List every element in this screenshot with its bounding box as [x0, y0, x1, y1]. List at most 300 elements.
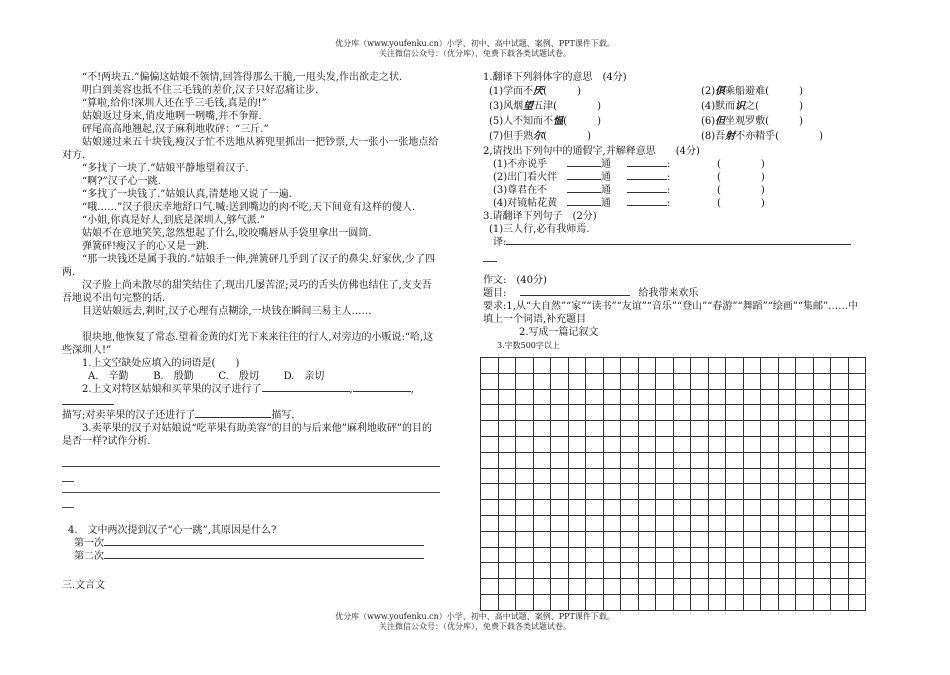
grid-cell[interactable]: [778, 436, 796, 452]
grid-cell[interactable]: [761, 389, 779, 405]
grid-cell[interactable]: [516, 389, 534, 405]
grid-cell[interactable]: [516, 563, 534, 579]
grid-cell[interactable]: [831, 373, 849, 389]
grid-cell[interactable]: [656, 373, 674, 389]
grid-cell[interactable]: [813, 515, 831, 531]
grid-cell[interactable]: [796, 531, 814, 547]
essay-topic-blank[interactable]: [520, 295, 630, 296]
grid-cell[interactable]: [796, 373, 814, 389]
grid-cell[interactable]: [796, 594, 814, 610]
grid-cell[interactable]: [831, 436, 849, 452]
answer-blank[interactable]: [506, 244, 851, 245]
grid-cell[interactable]: [761, 373, 779, 389]
grid-cell[interactable]: [743, 405, 761, 421]
grid-cell[interactable]: [831, 563, 849, 579]
grid-cell[interactable]: [673, 436, 691, 452]
grid-cell[interactable]: [673, 515, 691, 531]
grid-cell[interactable]: [673, 421, 691, 437]
grid-cell[interactable]: [778, 500, 796, 516]
grid-cell[interactable]: [778, 405, 796, 421]
grid-cell[interactable]: [673, 563, 691, 579]
grid-cell[interactable]: [726, 405, 744, 421]
grid-cell[interactable]: [568, 531, 586, 547]
grid-cell[interactable]: [813, 563, 831, 579]
grid-cell[interactable]: [848, 563, 866, 579]
grid-cell[interactable]: [603, 563, 621, 579]
grid-cell[interactable]: [743, 452, 761, 468]
grid-cell[interactable]: [481, 547, 499, 563]
grid-cell[interactable]: [498, 579, 516, 595]
grid-cell[interactable]: [621, 500, 639, 516]
grid-cell[interactable]: [533, 373, 551, 389]
grid-cell[interactable]: [621, 594, 639, 610]
grid-cell[interactable]: [621, 531, 639, 547]
grid-cell[interactable]: [568, 358, 586, 374]
grid-cell[interactable]: [761, 358, 779, 374]
grid-cell[interactable]: [778, 389, 796, 405]
grid-cell[interactable]: [586, 500, 604, 516]
grid-cell[interactable]: [708, 547, 726, 563]
grid-cell[interactable]: [848, 452, 866, 468]
grid-cell[interactable]: [761, 579, 779, 595]
grid-cell[interactable]: [586, 594, 604, 610]
grid-cell[interactable]: [586, 563, 604, 579]
grid-cell[interactable]: [726, 452, 744, 468]
grid-cell[interactable]: [621, 484, 639, 500]
grid-cell[interactable]: [796, 389, 814, 405]
grid-cell[interactable]: [673, 452, 691, 468]
grid-cell[interactable]: [638, 468, 656, 484]
grid-cell[interactable]: [621, 358, 639, 374]
grid-cell[interactable]: [796, 579, 814, 595]
grid-cell[interactable]: [743, 515, 761, 531]
grid-cell[interactable]: [656, 468, 674, 484]
grid-cell[interactable]: [848, 594, 866, 610]
grid-cell[interactable]: [726, 531, 744, 547]
answer-line[interactable]: [62, 484, 440, 493]
grid-cell[interactable]: [848, 500, 866, 516]
grid-cell[interactable]: [831, 594, 849, 610]
grid-cell[interactable]: [656, 389, 674, 405]
grid-cell[interactable]: [568, 389, 586, 405]
grid-cell[interactable]: [743, 500, 761, 516]
grid-cell[interactable]: [533, 563, 551, 579]
grid-cell[interactable]: [516, 531, 534, 547]
grid-cell[interactable]: [743, 531, 761, 547]
answer-line[interactable]: [62, 473, 74, 482]
grid-cell[interactable]: [691, 421, 709, 437]
grid-cell[interactable]: [831, 484, 849, 500]
grid-cell[interactable]: [638, 579, 656, 595]
grid-cell[interactable]: [813, 405, 831, 421]
grid-cell[interactable]: [726, 515, 744, 531]
grid-cell[interactable]: [673, 579, 691, 595]
grid-cell[interactable]: [586, 579, 604, 595]
grid-cell[interactable]: [726, 579, 744, 595]
grid-cell[interactable]: [796, 405, 814, 421]
grid-cell[interactable]: [638, 484, 656, 500]
option-d[interactable]: D. 亲切: [283, 371, 325, 382]
grid-cell[interactable]: [726, 468, 744, 484]
grid-cell[interactable]: [656, 421, 674, 437]
grid-cell[interactable]: [533, 436, 551, 452]
grid-cell[interactable]: [498, 405, 516, 421]
grid-cell[interactable]: [498, 389, 516, 405]
option-a[interactable]: A. 辛勤: [88, 371, 129, 382]
grid-cell[interactable]: [708, 436, 726, 452]
grid-cell[interactable]: [831, 500, 849, 516]
grid-cell[interactable]: [568, 436, 586, 452]
grid-cell[interactable]: [691, 484, 709, 500]
grid-cell[interactable]: [481, 405, 499, 421]
grid-cell[interactable]: [743, 358, 761, 374]
grid-cell[interactable]: [848, 405, 866, 421]
grid-cell[interactable]: [726, 389, 744, 405]
grid-cell[interactable]: [481, 500, 499, 516]
grid-cell[interactable]: [691, 358, 709, 374]
grid-cell[interactable]: [481, 358, 499, 374]
grid-cell[interactable]: [673, 531, 691, 547]
grid-cell[interactable]: [638, 452, 656, 468]
grid-cell[interactable]: [656, 484, 674, 500]
answer-line[interactable]: [62, 499, 74, 508]
grid-cell[interactable]: [656, 563, 674, 579]
grid-cell[interactable]: [656, 531, 674, 547]
grid-cell[interactable]: [516, 373, 534, 389]
grid-cell[interactable]: [586, 452, 604, 468]
grid-cell[interactable]: [656, 358, 674, 374]
answer-line[interactable]: [62, 458, 440, 467]
grid-cell[interactable]: [586, 389, 604, 405]
grid-cell[interactable]: [638, 594, 656, 610]
grid-cell[interactable]: [586, 436, 604, 452]
grid-cell[interactable]: [691, 500, 709, 516]
grid-cell[interactable]: [568, 594, 586, 610]
grid-cell[interactable]: [481, 531, 499, 547]
grid-cell[interactable]: [743, 373, 761, 389]
grid-cell[interactable]: [813, 421, 831, 437]
grid-cell[interactable]: [796, 500, 814, 516]
grid-cell[interactable]: [568, 500, 586, 516]
grid-cell[interactable]: [778, 484, 796, 500]
grid-cell[interactable]: [848, 358, 866, 374]
grid-cell[interactable]: [621, 405, 639, 421]
grid-cell[interactable]: [498, 484, 516, 500]
grid-cell[interactable]: [796, 358, 814, 374]
grid-cell[interactable]: [516, 405, 534, 421]
grid-cell[interactable]: [813, 579, 831, 595]
grid-cell[interactable]: [743, 421, 761, 437]
grid-cell[interactable]: [848, 436, 866, 452]
grid-cell[interactable]: [586, 421, 604, 437]
grid-cell[interactable]: [586, 547, 604, 563]
grid-cell[interactable]: [568, 421, 586, 437]
grid-cell[interactable]: [761, 468, 779, 484]
essay-writing-grid[interactable]: [480, 357, 866, 611]
grid-cell[interactable]: [673, 389, 691, 405]
grid-cell[interactable]: [848, 373, 866, 389]
grid-cell[interactable]: [621, 436, 639, 452]
grid-cell[interactable]: [498, 358, 516, 374]
answer-blank[interactable]: [195, 417, 271, 418]
grid-cell[interactable]: [498, 500, 516, 516]
grid-cell[interactable]: [778, 468, 796, 484]
grid-cell[interactable]: [568, 547, 586, 563]
grid-cell[interactable]: [848, 484, 866, 500]
grid-cell[interactable]: [743, 484, 761, 500]
answer-blank[interactable]: [262, 391, 350, 392]
grid-cell[interactable]: [603, 421, 621, 437]
grid-cell[interactable]: [831, 468, 849, 484]
grid-cell[interactable]: [708, 389, 726, 405]
grid-cell[interactable]: [778, 358, 796, 374]
grid-cell[interactable]: [533, 484, 551, 500]
grid-cell[interactable]: [831, 452, 849, 468]
grid-cell[interactable]: [533, 389, 551, 405]
grid-cell[interactable]: [603, 358, 621, 374]
grid-cell[interactable]: [516, 436, 534, 452]
grid-cell[interactable]: [831, 405, 849, 421]
grid-cell[interactable]: [848, 421, 866, 437]
grid-cell[interactable]: [481, 515, 499, 531]
grid-cell[interactable]: [498, 594, 516, 610]
grid-cell[interactable]: [551, 484, 569, 500]
grid-cell[interactable]: [638, 421, 656, 437]
grid-cell[interactable]: [813, 452, 831, 468]
grid-cell[interactable]: [778, 373, 796, 389]
grid-cell[interactable]: [621, 563, 639, 579]
grid-cell[interactable]: [621, 389, 639, 405]
option-b[interactable]: B. 殷勤: [153, 371, 194, 382]
grid-cell[interactable]: [638, 547, 656, 563]
grid-cell[interactable]: [656, 452, 674, 468]
grid-cell[interactable]: [533, 452, 551, 468]
grid-cell[interactable]: [533, 500, 551, 516]
answer-blank[interactable]: [104, 558, 424, 559]
grid-cell[interactable]: [831, 531, 849, 547]
grid-cell[interactable]: [813, 500, 831, 516]
grid-cell[interactable]: [848, 468, 866, 484]
grid-cell[interactable]: [603, 452, 621, 468]
grid-cell[interactable]: [516, 515, 534, 531]
grid-cell[interactable]: [568, 405, 586, 421]
grid-cell[interactable]: [586, 484, 604, 500]
grid-cell[interactable]: [498, 563, 516, 579]
grid-cell[interactable]: [708, 452, 726, 468]
grid-cell[interactable]: [586, 515, 604, 531]
grid-cell[interactable]: [778, 515, 796, 531]
grid-cell[interactable]: [673, 500, 691, 516]
grid-cell[interactable]: [516, 484, 534, 500]
grid-cell[interactable]: [481, 594, 499, 610]
grid-cell[interactable]: [533, 515, 551, 531]
grid-cell[interactable]: [848, 389, 866, 405]
grid-cell[interactable]: [848, 579, 866, 595]
grid-cell[interactable]: [726, 547, 744, 563]
grid-cell[interactable]: [551, 500, 569, 516]
grid-cell[interactable]: [603, 436, 621, 452]
grid-cell[interactable]: [691, 452, 709, 468]
grid-cell[interactable]: [743, 436, 761, 452]
grid-cell[interactable]: [691, 547, 709, 563]
grid-cell[interactable]: [498, 468, 516, 484]
grid-cell[interactable]: [761, 421, 779, 437]
grid-cell[interactable]: [656, 436, 674, 452]
grid-cell[interactable]: [708, 594, 726, 610]
grid-cell[interactable]: [603, 468, 621, 484]
grid-cell[interactable]: [551, 468, 569, 484]
grid-cell[interactable]: [621, 468, 639, 484]
grid-cell[interactable]: [691, 563, 709, 579]
grid-cell[interactable]: [778, 547, 796, 563]
grid-cell[interactable]: [516, 500, 534, 516]
grid-cell[interactable]: [813, 547, 831, 563]
grid-cell[interactable]: [551, 405, 569, 421]
grid-cell[interactable]: [813, 358, 831, 374]
grid-cell[interactable]: [708, 468, 726, 484]
grid-cell[interactable]: [708, 515, 726, 531]
grid-cell[interactable]: [761, 515, 779, 531]
grid-cell[interactable]: [603, 500, 621, 516]
grid-cell[interactable]: [603, 594, 621, 610]
grid-cell[interactable]: [691, 579, 709, 595]
grid-cell[interactable]: [831, 579, 849, 595]
grid-cell[interactable]: [796, 515, 814, 531]
grid-cell[interactable]: [481, 421, 499, 437]
grid-cell[interactable]: [708, 358, 726, 374]
grid-cell[interactable]: [481, 452, 499, 468]
grid-cell[interactable]: [761, 500, 779, 516]
grid-cell[interactable]: [691, 531, 709, 547]
grid-cell[interactable]: [516, 468, 534, 484]
grid-cell[interactable]: [638, 500, 656, 516]
grid-cell[interactable]: [568, 373, 586, 389]
grid-cell[interactable]: [498, 531, 516, 547]
grid-cell[interactable]: [638, 531, 656, 547]
grid-cell[interactable]: [481, 373, 499, 389]
grid-cell[interactable]: [813, 373, 831, 389]
grid-cell[interactable]: [656, 594, 674, 610]
grid-cell[interactable]: [726, 436, 744, 452]
grid-cell[interactable]: [673, 373, 691, 389]
grid-cell[interactable]: [796, 436, 814, 452]
option-c[interactable]: C. 殷切: [218, 371, 259, 382]
grid-cell[interactable]: [726, 421, 744, 437]
grid-cell[interactable]: [778, 579, 796, 595]
grid-cell[interactable]: [551, 358, 569, 374]
grid-cell[interactable]: [761, 484, 779, 500]
grid-cell[interactable]: [568, 563, 586, 579]
grid-cell[interactable]: [586, 468, 604, 484]
grid-cell[interactable]: [603, 531, 621, 547]
grid-cell[interactable]: [638, 389, 656, 405]
grid-cell[interactable]: [551, 579, 569, 595]
grid-cell[interactable]: [481, 389, 499, 405]
grid-cell[interactable]: [831, 389, 849, 405]
grid-cell[interactable]: [778, 563, 796, 579]
grid-cell[interactable]: [673, 594, 691, 610]
grid-cell[interactable]: [621, 421, 639, 437]
grid-cell[interactable]: [708, 531, 726, 547]
grid-cell[interactable]: [743, 468, 761, 484]
grid-cell[interactable]: [516, 547, 534, 563]
grid-cell[interactable]: [586, 358, 604, 374]
answer-line[interactable]: [483, 253, 497, 262]
grid-cell[interactable]: [603, 579, 621, 595]
grid-cell[interactable]: [621, 373, 639, 389]
grid-cell[interactable]: [796, 547, 814, 563]
grid-cell[interactable]: [568, 452, 586, 468]
grid-cell[interactable]: [691, 373, 709, 389]
grid-cell[interactable]: [568, 484, 586, 500]
grid-cell[interactable]: [656, 405, 674, 421]
grid-cell[interactable]: [691, 405, 709, 421]
grid-cell[interactable]: [761, 531, 779, 547]
grid-cell[interactable]: [498, 547, 516, 563]
grid-cell[interactable]: [533, 468, 551, 484]
grid-cell[interactable]: [796, 452, 814, 468]
grid-cell[interactable]: [498, 515, 516, 531]
grid-cell[interactable]: [813, 594, 831, 610]
grid-cell[interactable]: [551, 421, 569, 437]
grid-cell[interactable]: [481, 563, 499, 579]
grid-cell[interactable]: [586, 531, 604, 547]
grid-cell[interactable]: [603, 405, 621, 421]
grid-cell[interactable]: [813, 531, 831, 547]
grid-cell[interactable]: [761, 563, 779, 579]
grid-cell[interactable]: [813, 484, 831, 500]
grid-cell[interactable]: [848, 547, 866, 563]
answer-blank[interactable]: [62, 404, 114, 405]
grid-cell[interactable]: [831, 547, 849, 563]
grid-cell[interactable]: [673, 468, 691, 484]
grid-cell[interactable]: [551, 373, 569, 389]
grid-cell[interactable]: [796, 421, 814, 437]
grid-cell[interactable]: [551, 452, 569, 468]
grid-cell[interactable]: [691, 468, 709, 484]
grid-cell[interactable]: [586, 373, 604, 389]
grid-cell[interactable]: [708, 484, 726, 500]
grid-cell[interactable]: [551, 563, 569, 579]
answer-blank[interactable]: [104, 545, 424, 546]
grid-cell[interactable]: [761, 594, 779, 610]
grid-cell[interactable]: [743, 563, 761, 579]
grid-cell[interactable]: [621, 452, 639, 468]
grid-cell[interactable]: [691, 436, 709, 452]
grid-cell[interactable]: [708, 500, 726, 516]
grid-cell[interactable]: [743, 579, 761, 595]
grid-cell[interactable]: [656, 515, 674, 531]
grid-cell[interactable]: [533, 405, 551, 421]
grid-cell[interactable]: [796, 468, 814, 484]
grid-cell[interactable]: [586, 405, 604, 421]
grid-cell[interactable]: [743, 594, 761, 610]
grid-cell[interactable]: [778, 452, 796, 468]
grid-cell[interactable]: [516, 358, 534, 374]
grid-cell[interactable]: [481, 484, 499, 500]
grid-cell[interactable]: [726, 484, 744, 500]
grid-cell[interactable]: [551, 547, 569, 563]
grid-cell[interactable]: [761, 452, 779, 468]
grid-cell[interactable]: [743, 389, 761, 405]
grid-cell[interactable]: [603, 484, 621, 500]
grid-cell[interactable]: [656, 547, 674, 563]
grid-cell[interactable]: [603, 373, 621, 389]
grid-cell[interactable]: [673, 405, 691, 421]
grid-cell[interactable]: [813, 436, 831, 452]
grid-cell[interactable]: [533, 358, 551, 374]
grid-cell[interactable]: [848, 515, 866, 531]
